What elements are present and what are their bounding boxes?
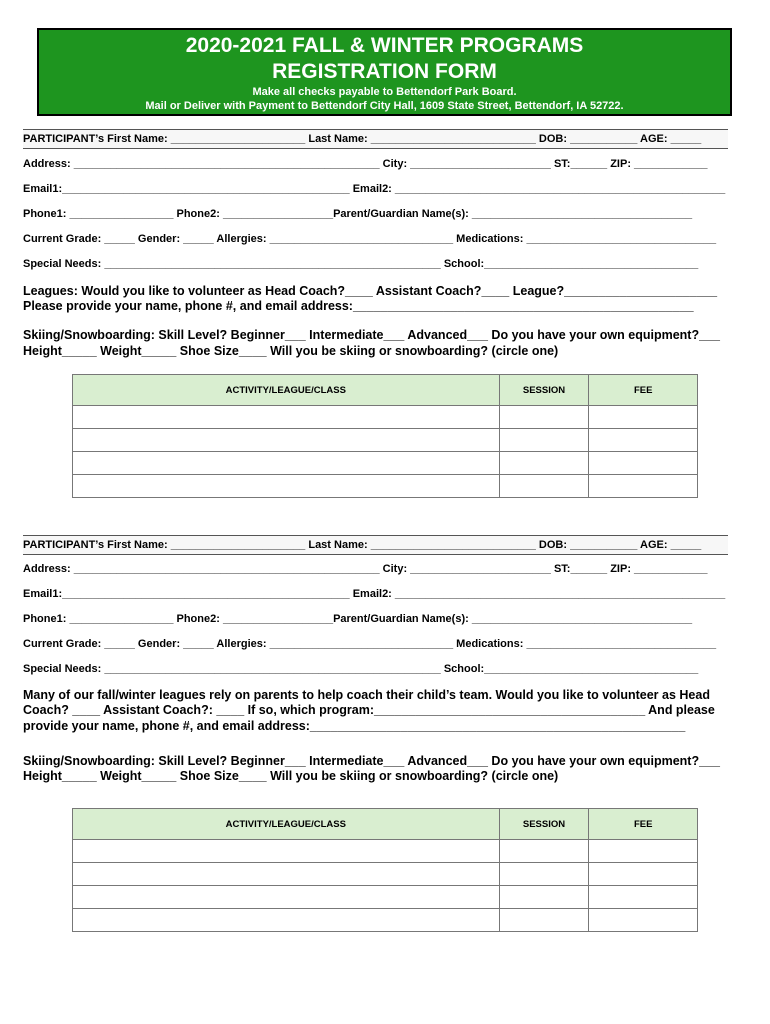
participant2-phone-row[interactable]: Phone1: _________________ Phone2: __________________Parent/Guardian Name(s): ____________________________________	[23, 613, 693, 625]
ski-question-2b[interactable]: Height_____ Weight_____ Shoe Size____ Will you be skiing or snowboarding? (circle one)	[23, 769, 559, 783]
participant1-health-row[interactable]: Current Grade: _____ Gender: _____ Allergies: ______________________________ Medications: _______________________________	[23, 233, 717, 245]
participant2-needs-row[interactable]: Special Needs: _______________________________________________________ School:___________________________________	[23, 663, 699, 675]
mail-address-note: Mail or Deliver with Payment to Bettendorf City Hall, 1609 State Street, Bettendorf, IA 52722.	[145, 100, 624, 112]
participant1-email-row[interactable]: Email1:_______________________________________________ Email2: ______________________________________________________	[23, 183, 726, 195]
table-row[interactable]	[73, 429, 698, 452]
checks-payable-note: Make all checks payable to Bettendorf Park Board.	[252, 86, 517, 98]
participant2-email-row[interactable]: Email1:_______________________________________________ Email2: ______________________________________________________	[23, 588, 726, 600]
ski-question-1b[interactable]: Skiing/Snowboarding: Skill Level? Beginner___ Intermediate___ Advanced___ Do you have your own equipment?___	[23, 754, 720, 768]
fee-column-header: FEE	[589, 375, 698, 406]
coach-question-1[interactable]: Many of our fall/winter leagues rely on parents to help coach their child’s team. Would you like to volunteer as Head	[23, 688, 710, 702]
fee-column-header: FEE	[589, 809, 698, 840]
table-row[interactable]	[73, 840, 698, 863]
activity-column-header: ACTIVITY/LEAGUE/CLASS	[73, 375, 500, 406]
form-header	[37, 28, 732, 116]
participant2-name-row[interactable]: PARTICIPANT’s First Name: ______________________ Last Name: ___________________________ DOB: ___________ AGE: _____	[23, 535, 728, 555]
participant1-needs-row[interactable]: Special Needs: _______________________________________________________ School:___________________________________	[23, 258, 699, 270]
title-line-2: REGISTRATION FORM	[272, 60, 497, 83]
activity-column-header: ACTIVITY/LEAGUE/CLASS	[73, 809, 500, 840]
participant1-name-row[interactable]: PARTICIPANT’s First Name: ______________________ Last Name: ___________________________ DOB: ___________ AGE: _____	[23, 129, 728, 149]
table-row[interactable]	[73, 452, 698, 475]
leagues-contact[interactable]: Please provide your name, phone #, and email address:_________________________________________________	[23, 299, 694, 313]
session-column-header: SESSION	[499, 375, 589, 406]
participant2-health-row[interactable]: Current Grade: _____ Gender: _____ Allergies: ______________________________ Medications: _______________________________	[23, 638, 717, 650]
participant1-address-row[interactable]: Address: __________________________________________________ City: _______________________ ST:______ ZIP: ____________	[23, 158, 708, 170]
participant2-address-row[interactable]: Address: __________________________________________________ City: _______________________ ST:______ ZIP: ____________	[23, 563, 708, 575]
coach-question-3[interactable]: provide your name, phone #, and email address:______________________________________________________	[23, 719, 686, 733]
ski-question-1[interactable]: Skiing/Snowboarding: Skill Level? Beginner___ Intermediate___ Advanced___ Do you have your own equipment?___	[23, 328, 720, 342]
coach-question-2[interactable]: Coach? ____ Assistant Coach?: ____ If so, which program:_______________________________________ And please	[23, 703, 715, 717]
table-row[interactable]	[73, 886, 698, 909]
table-row[interactable]	[73, 475, 698, 498]
title-line-1: 2020-2021 FALL & WINTER PROGRAMS	[185, 34, 584, 57]
table-row[interactable]	[73, 406, 698, 429]
leagues-question[interactable]: Leagues: Would you like to volunteer as Head Coach?____ Assistant Coach?____ League?______________________	[23, 284, 718, 298]
table-row[interactable]	[73, 909, 698, 932]
ski-question-2[interactable]: Height_____ Weight_____ Shoe Size____ Will you be skiing or snowboarding? (circle one)	[23, 344, 559, 358]
activity-table-1	[72, 374, 698, 498]
participant1-phone-row[interactable]: Phone1: _________________ Phone2: __________________Parent/Guardian Name(s): ____________________________________	[23, 208, 693, 220]
activity-table-2	[72, 808, 698, 932]
session-column-header: SESSION	[499, 809, 589, 840]
table-row[interactable]	[73, 863, 698, 886]
